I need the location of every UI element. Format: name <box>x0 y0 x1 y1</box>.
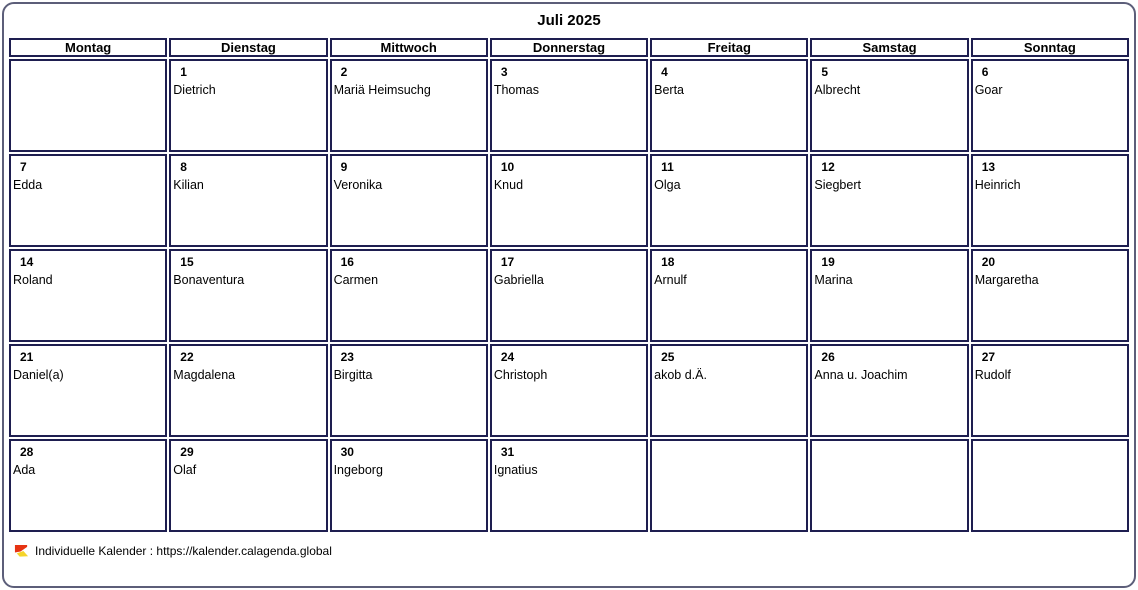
day-number: 2 <box>340 65 348 79</box>
day-cell-18[interactable] <box>650 249 808 342</box>
name-day-label: Birgitta <box>333 368 373 382</box>
week-row <box>9 344 1129 437</box>
day-number: 16 <box>340 255 354 269</box>
day-cell-1[interactable] <box>169 59 327 152</box>
name-day-label: Anna u. Joachim <box>814 368 908 382</box>
day-cell-5[interactable] <box>810 59 968 152</box>
day-number: 9 <box>340 160 348 174</box>
day-number: 8 <box>180 160 187 174</box>
day-cell-29[interactable] <box>169 439 327 532</box>
day-cell-21[interactable] <box>9 344 167 437</box>
calagenda-logo-icon <box>14 544 29 559</box>
day-cell-27[interactable] <box>971 344 1129 437</box>
weekday-header-donnerstag: Donnerstag <box>490 38 648 57</box>
name-day-label: Gabriella <box>493 273 544 287</box>
day-number: 15 <box>180 255 194 269</box>
name-day-label: Siegbert <box>814 178 861 192</box>
week-row <box>9 439 1129 532</box>
name-day-label: Bonaventura <box>173 273 245 287</box>
day-number: 22 <box>180 350 194 364</box>
day-number <box>812 441 966 460</box>
day-cell-empty <box>971 439 1129 532</box>
day-cell-empty <box>650 439 808 532</box>
calendar-footer <box>4 534 1134 562</box>
day-cell-2[interactable] <box>330 59 488 152</box>
name-day-label <box>812 460 966 463</box>
day-number: 26 <box>821 350 835 364</box>
name-day-label <box>11 80 165 83</box>
day-number: 25 <box>661 350 675 364</box>
day-number: 20 <box>981 255 996 269</box>
name-day-label: Ada <box>13 463 36 477</box>
day-number: 5 <box>821 65 829 79</box>
calendar-page <box>2 2 1136 588</box>
day-cell-10[interactable] <box>490 154 648 247</box>
day-number: 4 <box>661 65 668 79</box>
day-number: 6 <box>981 65 989 79</box>
name-day-label: Daniel(a) <box>13 368 64 382</box>
name-day-label: Berta <box>654 83 685 97</box>
day-number: 14 <box>20 255 34 269</box>
day-cell-13[interactable] <box>971 154 1129 247</box>
day-number: 12 <box>821 160 835 174</box>
calendar-grid <box>7 36 1131 534</box>
name-day-label: Olga <box>654 178 681 192</box>
day-number: 1 <box>180 65 187 79</box>
day-number: 7 <box>20 160 27 174</box>
day-number: 10 <box>500 160 515 174</box>
day-cell-28[interactable] <box>9 439 167 532</box>
name-day-label: akob d.Ä. <box>654 368 707 382</box>
name-day-label: Albrecht <box>814 83 861 97</box>
day-number: 24 <box>500 350 515 364</box>
name-day-label: Ingeborg <box>333 463 383 477</box>
day-cell-3[interactable] <box>490 59 648 152</box>
weekday-header-row <box>9 38 1129 57</box>
day-cell-6[interactable] <box>971 59 1129 152</box>
day-number: 29 <box>180 445 194 459</box>
name-day-label: Dietrich <box>173 83 216 97</box>
day-number: 31 <box>500 445 515 459</box>
week-row <box>9 59 1129 152</box>
name-day-label: Christoph <box>493 368 548 382</box>
day-number: 28 <box>20 445 34 459</box>
footer-credit-text[interactable]: Individuelle Kalender : https://kalender.calagenda.global <box>35 544 332 558</box>
day-cell-31[interactable] <box>490 439 648 532</box>
day-cell-26[interactable] <box>810 344 968 437</box>
day-number: 21 <box>20 350 34 364</box>
name-day-label: Rudolf <box>974 368 1011 382</box>
day-cell-16[interactable] <box>330 249 488 342</box>
day-cell-17[interactable] <box>490 249 648 342</box>
weekday-header-dienstag: Dienstag <box>169 38 327 57</box>
day-number: 27 <box>981 350 996 364</box>
day-cell-22[interactable] <box>169 344 327 437</box>
name-day-label: Carmen <box>333 273 379 287</box>
name-day-label: Kilian <box>173 178 204 192</box>
day-cell-11[interactable] <box>650 154 808 247</box>
day-cell-9[interactable] <box>330 154 488 247</box>
day-cell-7[interactable] <box>9 154 167 247</box>
day-number <box>973 441 1127 460</box>
day-number <box>652 441 806 460</box>
name-day-label: Edda <box>13 178 43 192</box>
name-day-label: Arnulf <box>654 273 687 287</box>
day-number: 13 <box>981 160 996 174</box>
day-number <box>11 61 165 80</box>
day-number: 19 <box>821 255 835 269</box>
name-day-label: Ignatius <box>493 463 538 477</box>
day-cell-empty <box>9 59 167 152</box>
day-number: 3 <box>500 65 508 79</box>
day-number: 17 <box>500 255 515 269</box>
name-day-label: Heinrich <box>974 178 1021 192</box>
weekday-header-sonntag: Sonntag <box>971 38 1129 57</box>
name-day-label: Margaretha <box>974 273 1039 287</box>
weekday-header-samstag: Samstag <box>810 38 968 57</box>
calendar-title: Juli 2025 <box>537 12 601 29</box>
name-day-label: Veronika <box>333 178 383 192</box>
day-cell-14[interactable] <box>9 249 167 342</box>
name-day-label: Knud <box>493 178 524 192</box>
day-number: 23 <box>340 350 354 364</box>
day-number: 30 <box>340 445 354 459</box>
name-day-label: Mariä Heimsuchg <box>333 83 431 97</box>
weekday-header-montag: Montag <box>9 38 167 57</box>
day-number: 11 <box>661 160 674 174</box>
day-cell-30[interactable] <box>330 439 488 532</box>
day-cell-20[interactable] <box>971 249 1129 342</box>
day-cell-19[interactable] <box>810 249 968 342</box>
day-cell-12[interactable] <box>810 154 968 247</box>
name-day-label: Olaf <box>173 463 197 477</box>
name-day-label: Marina <box>814 273 853 287</box>
name-day-label <box>652 460 806 463</box>
day-cell-empty <box>810 439 968 532</box>
day-cell-23[interactable] <box>330 344 488 437</box>
name-day-label <box>973 460 1127 463</box>
day-cell-4[interactable] <box>650 59 808 152</box>
day-cell-8[interactable] <box>169 154 327 247</box>
week-row <box>9 249 1129 342</box>
week-row <box>9 154 1129 247</box>
name-day-label: Goar <box>974 83 1003 97</box>
day-cell-25[interactable] <box>650 344 808 437</box>
day-cell-24[interactable] <box>490 344 648 437</box>
name-day-label: Thomas <box>493 83 539 97</box>
day-cell-15[interactable] <box>169 249 327 342</box>
name-day-label: Roland <box>13 273 53 287</box>
weekday-header-freitag: Freitag <box>650 38 808 57</box>
day-number: 18 <box>661 255 675 269</box>
weekday-header-mittwoch: Mittwoch <box>330 38 488 57</box>
name-day-label: Magdalena <box>173 368 236 382</box>
